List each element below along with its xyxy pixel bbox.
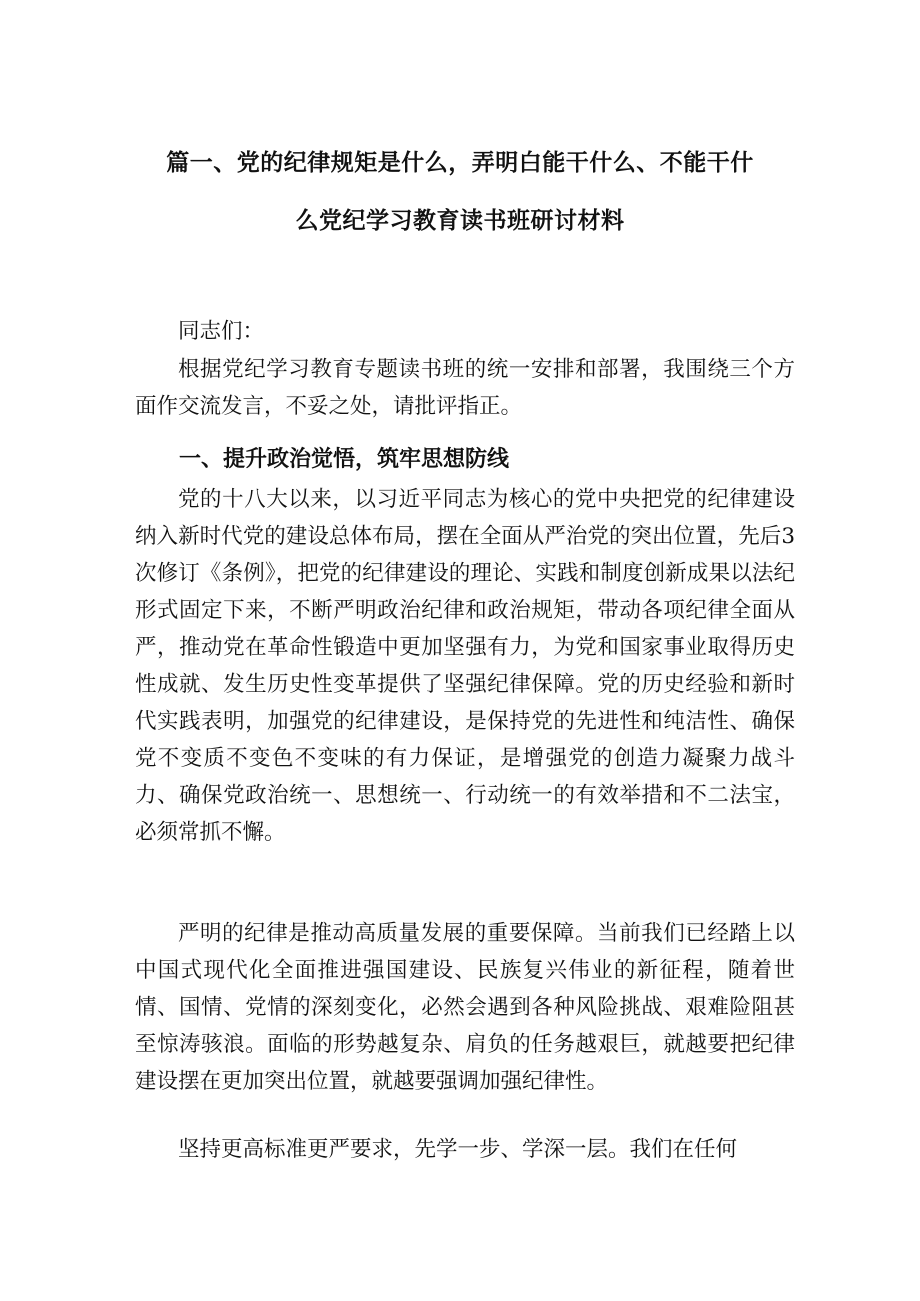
document-title-line-1: 篇一、党的纪律规矩是什么，弄明白能干什么、不能干什	[166, 150, 754, 176]
greeting: 同志们：	[178, 319, 265, 344]
section-heading-1: 一、提升政治觉悟，筑牢思想防线	[179, 447, 510, 472]
document-title-line-2: 么党纪学习教育读书班研讨材料	[295, 208, 625, 234]
body-paragraph-2: 严明的纪律是推动高质量发展的重要保障。当前我们已经踏上以中国式现代化全面推进强国建设、民族复兴伟业的新征程，随着世情、国情、党情的深刻变化，必然会遇到各种风险挑战、艰难险阻甚至惊涛骇浪。面临的形势越复杂、肩负的任务越艰巨，就越要把纪律建设摆在更加突出位置，就越要强调加强纪律性。	[135, 921, 795, 1094]
intro-paragraph: 根据党纪学习教育专题读书班的统一安排和部署，我围绕三个方面作交流发言，不妥之处，请批评指正。	[135, 357, 795, 419]
body-paragraph-3: 坚持更高标准更严要求，先学一步、学深一层。我们在任何	[178, 1137, 738, 1162]
body-paragraph-1: 党的十八大以来，以习近平同志为核心的党中央把党的纪律建设纳入新时代党的建设总体布局，摆在全面从严治党的突出位置，先后3次修订《条例》，把党的纪律建设的理论、实践和制度创新成果以法纪形式固定下来，不断严明政治纪律和政治规矩，带动各项纪律全面从严，推动党在革命性锻造中更加坚强有力，为党和国家事业取得历史性成就、发生历史性变革提供了坚强纪律保障。党的历史经验和新时代实践表明，加强党的纪律建设，是保持党的先进性和纯洁性、确保党不变质不变色不变味的有力保证，是增强党的创造力凝聚力战斗力、确保党政治统一、思想统一、行动统一的有效举措和不二法宝，必须常抓不懈。	[135, 487, 795, 845]
